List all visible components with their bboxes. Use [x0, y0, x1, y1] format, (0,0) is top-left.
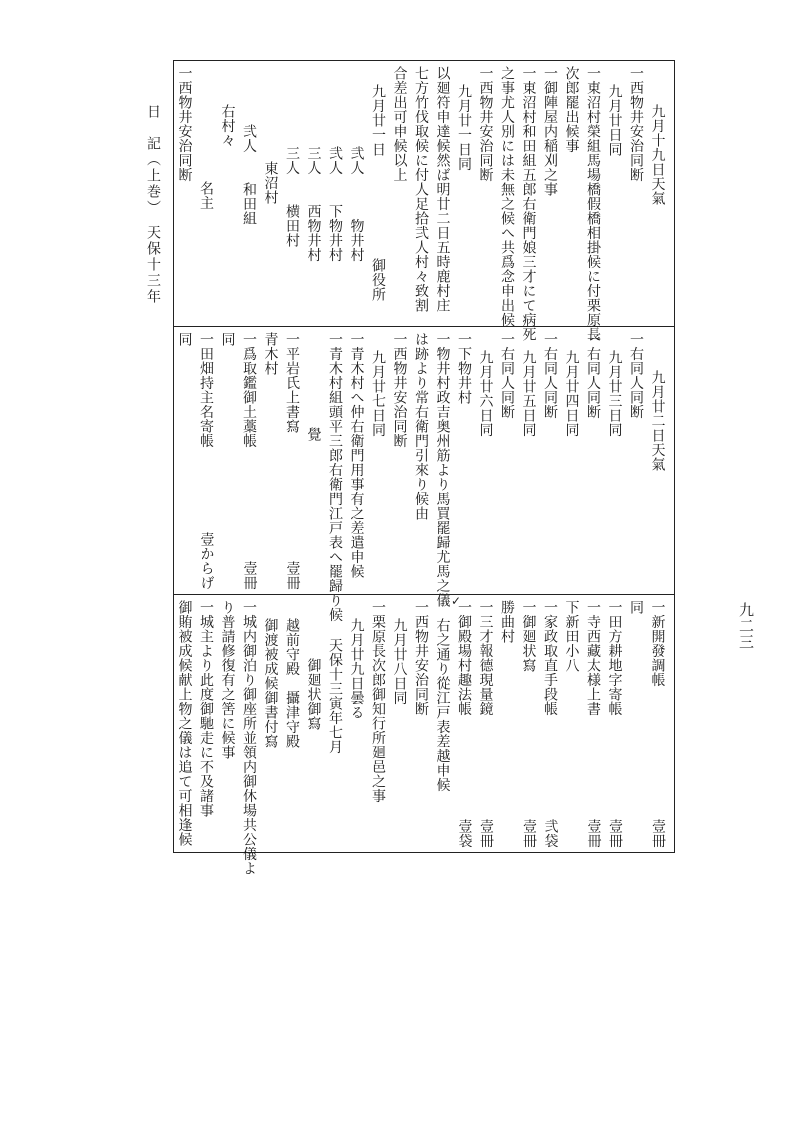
column-text: 九月廿一日 御役所 [370, 84, 386, 302]
text-column [539, 327, 561, 594]
quantity-label: 壹冊 [650, 819, 666, 848]
column-text: 一西物井安治同断 [413, 600, 429, 716]
column-text: 一右同人同断 [585, 332, 601, 419]
quantity-label: 壹冊 [241, 561, 258, 590]
column-text: 九月廿日同 [606, 84, 623, 157]
quantity-label: 壹からげ [198, 532, 215, 590]
text-column [367, 61, 389, 326]
column-text: 弐人 和田組 [241, 124, 257, 226]
column-text: 一新開發調帳 [649, 600, 666, 687]
text-column [475, 595, 497, 852]
text-column [217, 595, 239, 852]
text-column [561, 327, 583, 594]
column-text: 御渡被成候御書付寫 [262, 618, 279, 749]
text-column [582, 61, 604, 342]
text-column [195, 595, 217, 852]
text-column [260, 327, 282, 594]
text-column [647, 61, 669, 326]
column-text: 一西物井安治同断 [628, 66, 644, 182]
text-column [346, 61, 368, 326]
text-column [174, 61, 196, 326]
quantity-label: 壹冊 [585, 819, 602, 848]
text-column [453, 61, 475, 326]
text-column [518, 595, 540, 852]
text-column [561, 61, 583, 326]
text-column [604, 327, 626, 594]
text-column [238, 595, 260, 876]
column-text: 弐人 下物井村 [327, 146, 343, 262]
column-text: 御廻状御寫 [305, 658, 322, 731]
text-column [453, 595, 475, 852]
quantity-label: 壹冊 [607, 819, 623, 848]
column-text: 同 [176, 332, 193, 347]
column-text: 一栗原長次郎御知行所廻邑之事 [370, 600, 386, 803]
quantity-label: 弐袋 [542, 819, 559, 848]
text-column [367, 595, 389, 852]
text-column [195, 327, 217, 594]
text-column [625, 595, 647, 852]
quantity-label: 壹袋 [456, 819, 473, 848]
column-text: 九月廿八日同 [391, 618, 408, 705]
column-text: 勝曲村 [499, 600, 515, 644]
text-column [625, 61, 647, 326]
column-text: 越前守殿 攝津守殿 [284, 618, 300, 749]
column-text: 之事尤人別には未無之候へ共爲念申出候 [499, 66, 515, 327]
column-text: 一東沼村和田組五郎右衛門娘三才にて病死 [520, 66, 537, 342]
column-text: 九月廿九日曇る [348, 618, 365, 720]
text-column [389, 61, 411, 326]
column-text: は跡より常右衛門引來り候由 [413, 332, 429, 521]
column-text: 九月廿一日同 [456, 84, 472, 171]
text-column [582, 327, 604, 594]
column-text: 一城主より此度御馳走に不及諸事 [198, 600, 214, 818]
column-text: 東沼村 [262, 161, 279, 205]
text-column [260, 61, 282, 326]
upper-tier [174, 61, 674, 342]
text-column [324, 595, 346, 852]
column-text: 一爲取鑑御土藁帳 [241, 332, 257, 448]
column-text: 一青木村組頭平三郎右衛門江戸表へ罷歸り候 [327, 332, 343, 622]
column-text: 七方竹伐取候に付人足拾弐人村々致割 [413, 66, 429, 313]
text-column [346, 327, 368, 594]
column-text: 一城内御泊り御座所並領内御休場共公儀よ [241, 600, 257, 876]
text-column [303, 327, 325, 594]
quantity-label: 壹冊 [521, 819, 537, 848]
text-column [410, 595, 432, 852]
column-text: 次郎罷出候事 [563, 66, 580, 153]
column-text: 右村々 [219, 104, 236, 148]
text-column [496, 327, 518, 594]
text-column [195, 61, 217, 326]
column-text: 一右同人同断 [499, 332, 515, 419]
column-text: 九月廿二日天氣 [649, 370, 666, 472]
column-text: 以廻符申達候然ば明廿二日五時鹿村庄 [434, 66, 451, 313]
text-column [647, 327, 669, 594]
text-column [561, 595, 583, 852]
text-column [389, 595, 411, 852]
column-text: 三人 西物井村 [305, 146, 322, 262]
column-text: 一東沼村榮組馬場橋假橋相掛候に付栗原長 [585, 66, 601, 342]
text-column [367, 327, 389, 594]
column-text: 御賄被成候献上物之儀は追て可相逢候 [176, 600, 193, 847]
text-column [281, 327, 303, 594]
text-column [453, 327, 475, 594]
column-text: 九月廿四日同 [563, 350, 580, 437]
text-column [238, 327, 260, 594]
column-text: 合差出可申候以上 [391, 66, 408, 182]
text-column [303, 61, 325, 326]
text-column [174, 327, 196, 594]
column-text: 一平岩氏上書寫 [284, 332, 300, 434]
column-text: 九月廿七日同 [370, 350, 386, 437]
text-column [539, 595, 561, 852]
column-text: 一右同人同断 [628, 332, 644, 419]
text-column [518, 327, 540, 594]
column-text: 三人 横田村 [284, 146, 300, 248]
column-text: 一青木村へ仲右衛門用事有之差遣申候 [348, 332, 365, 579]
column-text: 一三才報德現量鏡 [477, 600, 494, 716]
column-text: 一西物井安治同断 [477, 66, 494, 182]
column-text: 弐人 物井村 [348, 146, 365, 262]
quantity-label: 壹冊 [284, 561, 301, 590]
text-column [303, 595, 325, 852]
quantity-label: 壹冊 [478, 819, 494, 848]
text-column [432, 61, 454, 326]
text-column [647, 595, 669, 852]
column-text: 一物井村政吉奥州筋より馬買罷歸尤馬之儀 [434, 332, 451, 608]
column-text: 一下物井村 [456, 332, 472, 405]
check-mark-icon: ✓ [451, 594, 462, 608]
text-column [625, 327, 647, 594]
text-column [324, 327, 346, 622]
column-text: 右之通り從江戸表差越申候 [434, 618, 451, 792]
column-text: 九月廿六日同 [477, 350, 494, 437]
text-column [217, 61, 239, 326]
text-column [539, 61, 561, 326]
page-number: 九二三 [737, 602, 755, 650]
column-text: 一御殿場村趣法帳 [456, 600, 472, 716]
column-text: 下新田小八 [563, 600, 580, 673]
column-text: 覺 [305, 427, 322, 442]
text-column [496, 595, 518, 852]
text-column [475, 61, 497, 326]
lower-tier [174, 594, 674, 876]
column-text: 一田方耕地字寄帳 [606, 600, 623, 716]
text-column [582, 595, 604, 852]
text-column [604, 595, 626, 852]
text-column [281, 61, 303, 326]
text-column [281, 595, 303, 852]
column-text: 一田畑持主名寄帳 [198, 332, 214, 448]
text-column [389, 327, 411, 594]
column-text: 名主 [198, 181, 214, 210]
column-text: 天保十三寅年七月 [327, 638, 343, 754]
text-column [346, 595, 368, 852]
text-column [604, 61, 626, 326]
column-text: 一御廻状寫 [520, 600, 537, 673]
column-text: 九月廿三日同 [606, 350, 623, 437]
text-column [475, 327, 497, 594]
column-text: 青木村 [262, 332, 279, 376]
text-column [174, 595, 196, 852]
column-text: 一家政取直手段帳 [542, 600, 558, 716]
running-header: 日 記（上巻） 天保十三年 [145, 104, 161, 305]
column-text: 一西物井安治同断 [391, 332, 408, 448]
text-column [260, 595, 282, 852]
column-text: 同 [628, 600, 644, 615]
page-frame [173, 60, 675, 876]
text-column [432, 327, 454, 608]
text-column [432, 595, 454, 852]
column-text: 九月十九日天氣 [649, 104, 666, 206]
text-column [410, 327, 432, 594]
column-text: 一西物井安治同断 [176, 66, 193, 182]
column-text: 同 [219, 332, 236, 347]
text-column [518, 61, 540, 342]
column-text: 一右同人同断 [542, 332, 558, 419]
column-text: 一御陣屋内稲刈之事 [542, 66, 558, 197]
text-column [238, 61, 260, 326]
text-column [496, 61, 518, 326]
text-column [217, 327, 239, 594]
column-text: り普請修復有之筈に候事 [219, 600, 236, 760]
column-text: 一寺西藏太様上書 [585, 600, 601, 716]
column-text: 九月廿五日同 [520, 350, 537, 437]
text-column [324, 61, 346, 326]
text-column [410, 61, 432, 326]
